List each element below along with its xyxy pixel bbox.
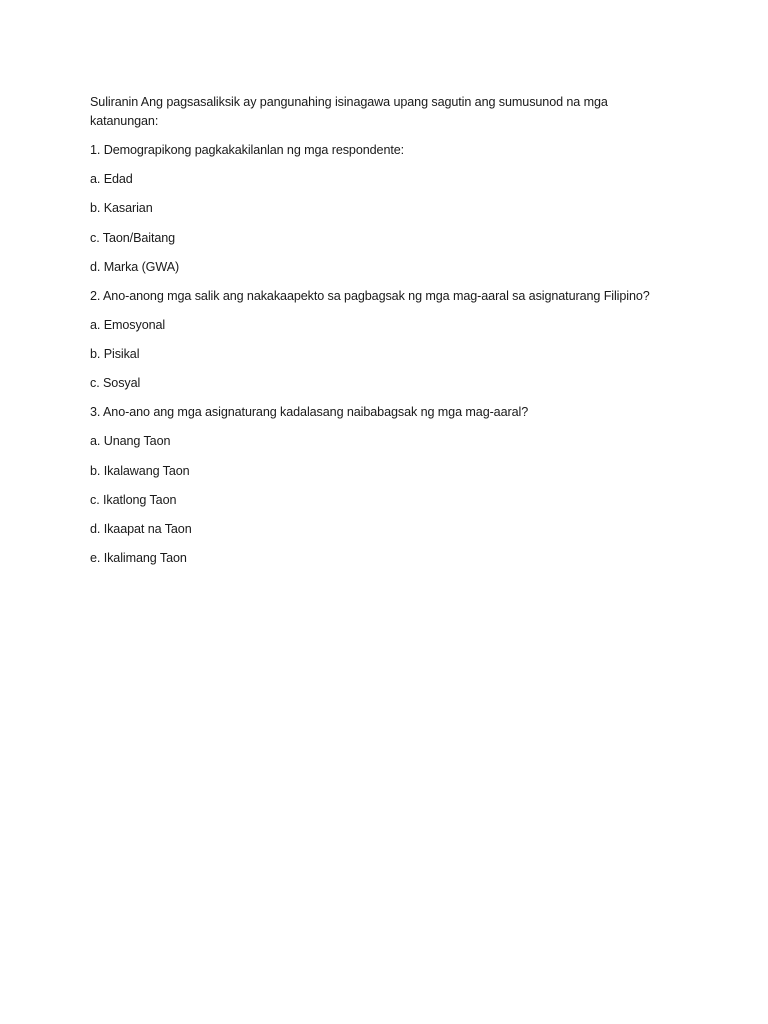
question-2: 2. Ano-anong mga salik ang nakakaapekto sa pagbagsak ng mga mag-aaral sa asignaturang Filipino? (90, 289, 650, 303)
question-1-item: d. Marka (GWA) (90, 260, 180, 274)
question-3-item: d. Ikaapat na Taon (90, 522, 192, 536)
question-1-item: c. Taon/Baitang (90, 231, 176, 245)
question-3: 3. Ano-ano ang mga asignaturang kadalasang naibabagsak ng mga mag-aaral? (90, 405, 529, 419)
question-2-item: a. Emosyonal (90, 318, 166, 332)
question-2-item: c. Sosyal (90, 376, 141, 390)
question-3-item: c. Ikatlong Taon (90, 493, 177, 507)
intro-line: katanungan: (90, 113, 159, 128)
question-1-item: b. Kasarian (90, 201, 153, 215)
question-1-item: a. Edad (90, 172, 133, 186)
intro-line: Suliranin Ang pagsasaliksik ay pangunahing isinagawa upang sagutin ang sumusunod na mga (90, 95, 608, 109)
question-2-item: b. Pisikal (90, 347, 140, 361)
question-3-item: b. Ikalawang Taon (90, 464, 190, 478)
question-3-item: e. Ikalimang Taon (90, 551, 187, 565)
question-3-item: a. Unang Taon (90, 434, 171, 448)
question-1: 1. Demograpikong pagkakakilanlan ng mga respondente: (90, 143, 405, 157)
intro-paragraph (90, 93, 690, 130)
